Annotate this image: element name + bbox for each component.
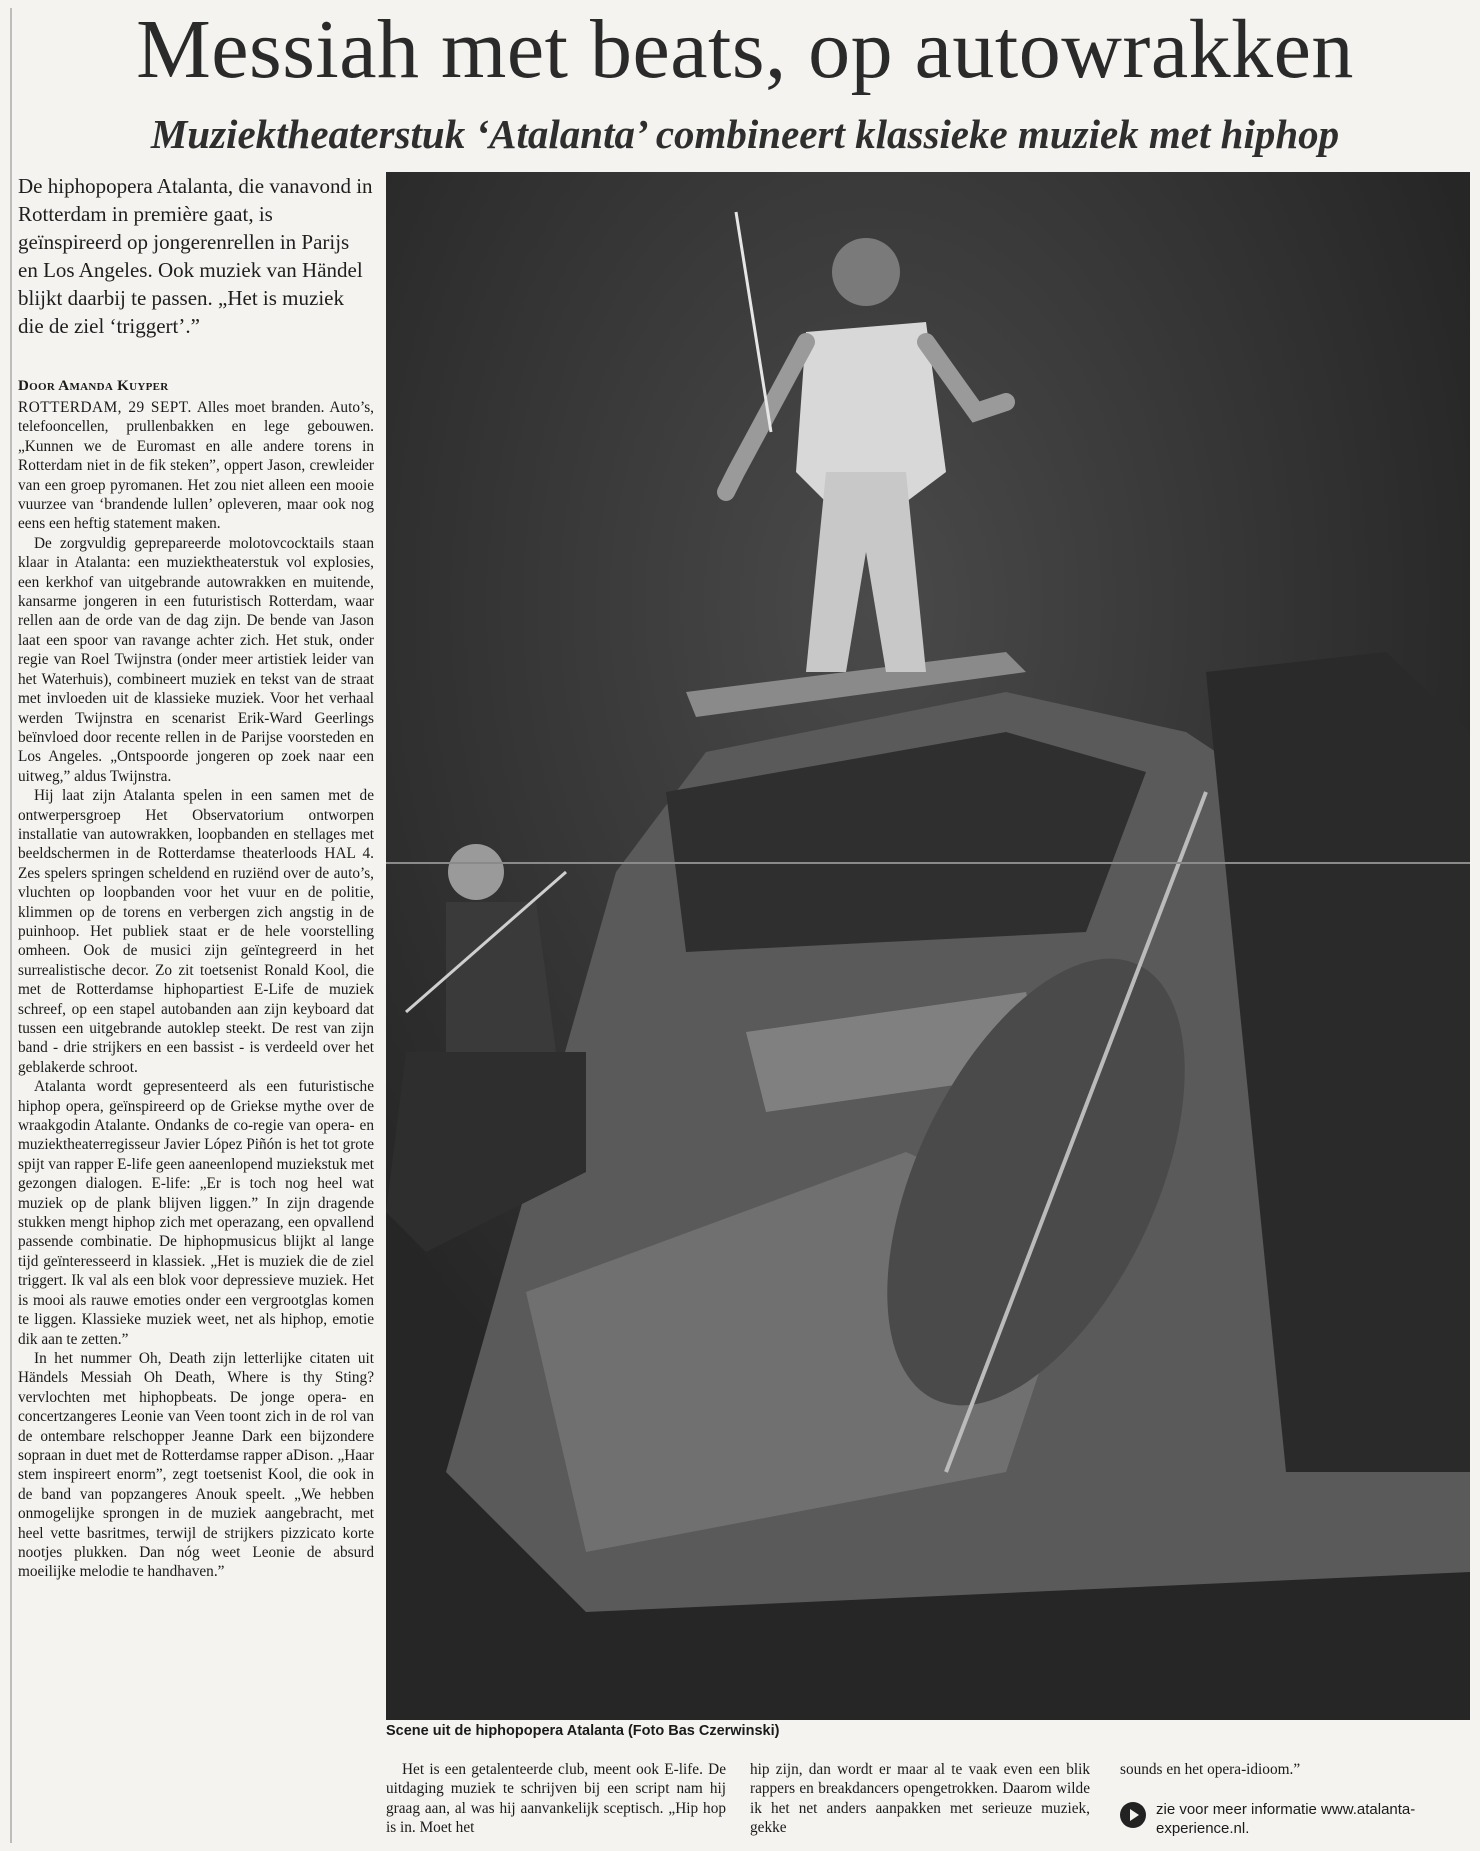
bottom-column-1: Het is een getalenteerde club, meent ook E-life. De uitdaging muziek te schrijven bij een script nam hij graag aan, al was hij aanvankelijk sceptisch. „Hip hop is in. Moet het [386,1761,726,1837]
performer-head [832,238,900,306]
page-edge-line [10,8,12,1843]
article-paragraph-4: Atalanta wordt gepresenteerd als een futuristische hiphop opera, geïnspireerd op de Griekse mythe over de wraakgodin Atalante. Ondanks de co-regie van opera- en muziektheaterregisseur Javier López Piñón is het tot grote spijt van rapper E-life geen aaneenlopend muziekstuk met gezongen dialogen. E-life: „Er is toch nog heel wat muziek op de plank blijven liggen.” In zijn dragende stukken mengt hiphop zich met operazang, een opvallend passende combinatie. De hiphopmusicus blijkt al lange tijd geïnteresseerd in klassiek. „Het is muziek die de ziel triggert. Ik val als een blok voor depressieve muziek. Het is mooi als rauwe emoties onder een vergrootglas komen te liggen. Klassieke muziek weet, net als hiphop, emotie dik aan te zetten.” [18,1078,374,1348]
violinist-head [448,844,504,900]
bottom-column-2: hip zijn, dan wordt er maar al te vaak even een blik rappers en breakdancers opengetrokken. Daarom wilde ik het net anders aanpakken met serieuze muziek, gekke [750,1761,1090,1837]
fold-line [386,862,1470,864]
headline: Messiah met beats, op autowrakken [136,3,1354,96]
paragraph-text: Alles moet branden. Auto’s, telefooncellen, prullenbakken en lege gebouwen. „Kunnen we de Euromast en alle andere torens in Rotterdam niet in de fik steken”, oppert Jason, crewleider van een groep pyromanen. Het zou niet alleen een mooie vuurzee van ‘brandende lullen’ opleveren, maar ook nog eens een heftig statement maken. [18,399,374,533]
photo-illustration [386,172,1470,1720]
article-paragraph-5: In het nummer Oh, Death zijn letterlijke citaten uit Händels Messiah Oh Death, Where is thy Sting? vervlochten met hiphopbeats. De jonge opera- en concertzangeres Leonie van Veen toont zich in de rol van de ontembare relschopper Jeanne Dark een bijzondere sopraan in duet met de Rotterdamse rapper aDison. „Haar stem inspireert enorm”, zegt toetsenist Kool, die ook in de band van popzangeres Anouk speelt. „We hebben onmogelijke sprongen in de muziek aangebracht, met heel vette basritmes, terwijl de strijkers pizzicato korte nootjes plukken. Dan nóg weet Leonie de absurd moeilijke melodie te handhaven.” [18,1349,374,1581]
stage-photo [386,172,1470,1720]
article-column [18,398,374,1843]
arrow-right-circle-icon [1120,1802,1146,1828]
bottom-column-3: sounds en het opera-idioom.” [1120,1761,1301,1778]
byline: Door Amanda Kuyper [18,378,169,394]
article-paragraph-3: Hij laat zijn Atalanta spelen in een samen met de ontwerpersgroep Het Observatorium ontworpen installatie van autowrakken, loopbanden en stellages met beeldschermen in de Rotterdamse theaterloods HAL 4. Zes spelers springen scheldend en ruziënd over de auto’s, vluchten op loopbanden voor het vuur en de politie, klimmen op de torens en verbergen zich angstig in de puinhoop. Het publiek staat er de hele voorstelling omheen. Ook de musici zijn geïntegreerd in het surrealistische decor. Zo zit toetsenist Ronald Kool, die met de Rotterdamse hiphopartiest E-Life de muziek schreef, op een stapel autobanden aan zijn keyboard dat tussen een uitgebrande autoklep steekt. De rest van zijn band - drie strijkers en een bassist - is verdeeld over het geblakerde schroot. [18,787,374,1076]
article-paragraph-1 [18,398,374,534]
article-paragraph-2: De zorgvuldig geprepareerde molotovcocktails staan klaar in Atalanta: een muziektheaterstuk vol explosies, een kerkhof van uitgebrande autowrakken en muitende, kansarme jongeren in een futuristisch Rotterdam, waar rellen aan de orde van de dag zijn. De bende van Jason laat een spoor van ravange achter zich. Het stuk, onder regie van Roel Twijnstra (onder meer artistiek leider van het Waterhuis), combineert muziek en tekst van de straat met invloeden uit de klassieke muziek. Voor het verhaal werden Twijnstra en scenarist Erik-Ward Geerlings beïnvloed door recente rellen in de Parijse voorsteden en Los Angeles. „Ontspoorde jongeren op zoek naar een uitweg,” aldus Twijnstra. [18,534,374,785]
lede: De hiphopopera Atalanta, die vanavond in Rotterdam in première gaat, is geïnspireerd op jongerenrellen in Parijs en Los Angeles. Ook muziek van Händel blijkt daarbij te passen. „Het is muziek die de ziel ‘triggert’.” [18,174,373,338]
photo-caption: Scene uit de hiphopopera Atalanta (Foto Bas Czerwinski) [386,1723,780,1739]
dateline: ROTTERDAM, 29 SEPT. [18,399,192,416]
more-info-link[interactable]: zie voor meer informatie www.atalanta-experience.nl. [1156,1801,1416,1837]
subheadline: Muziektheaterstuk ‘Atalanta’ combineert klassieke muziek met hiphop [150,111,1340,157]
more-info [1120,1800,1470,1838]
